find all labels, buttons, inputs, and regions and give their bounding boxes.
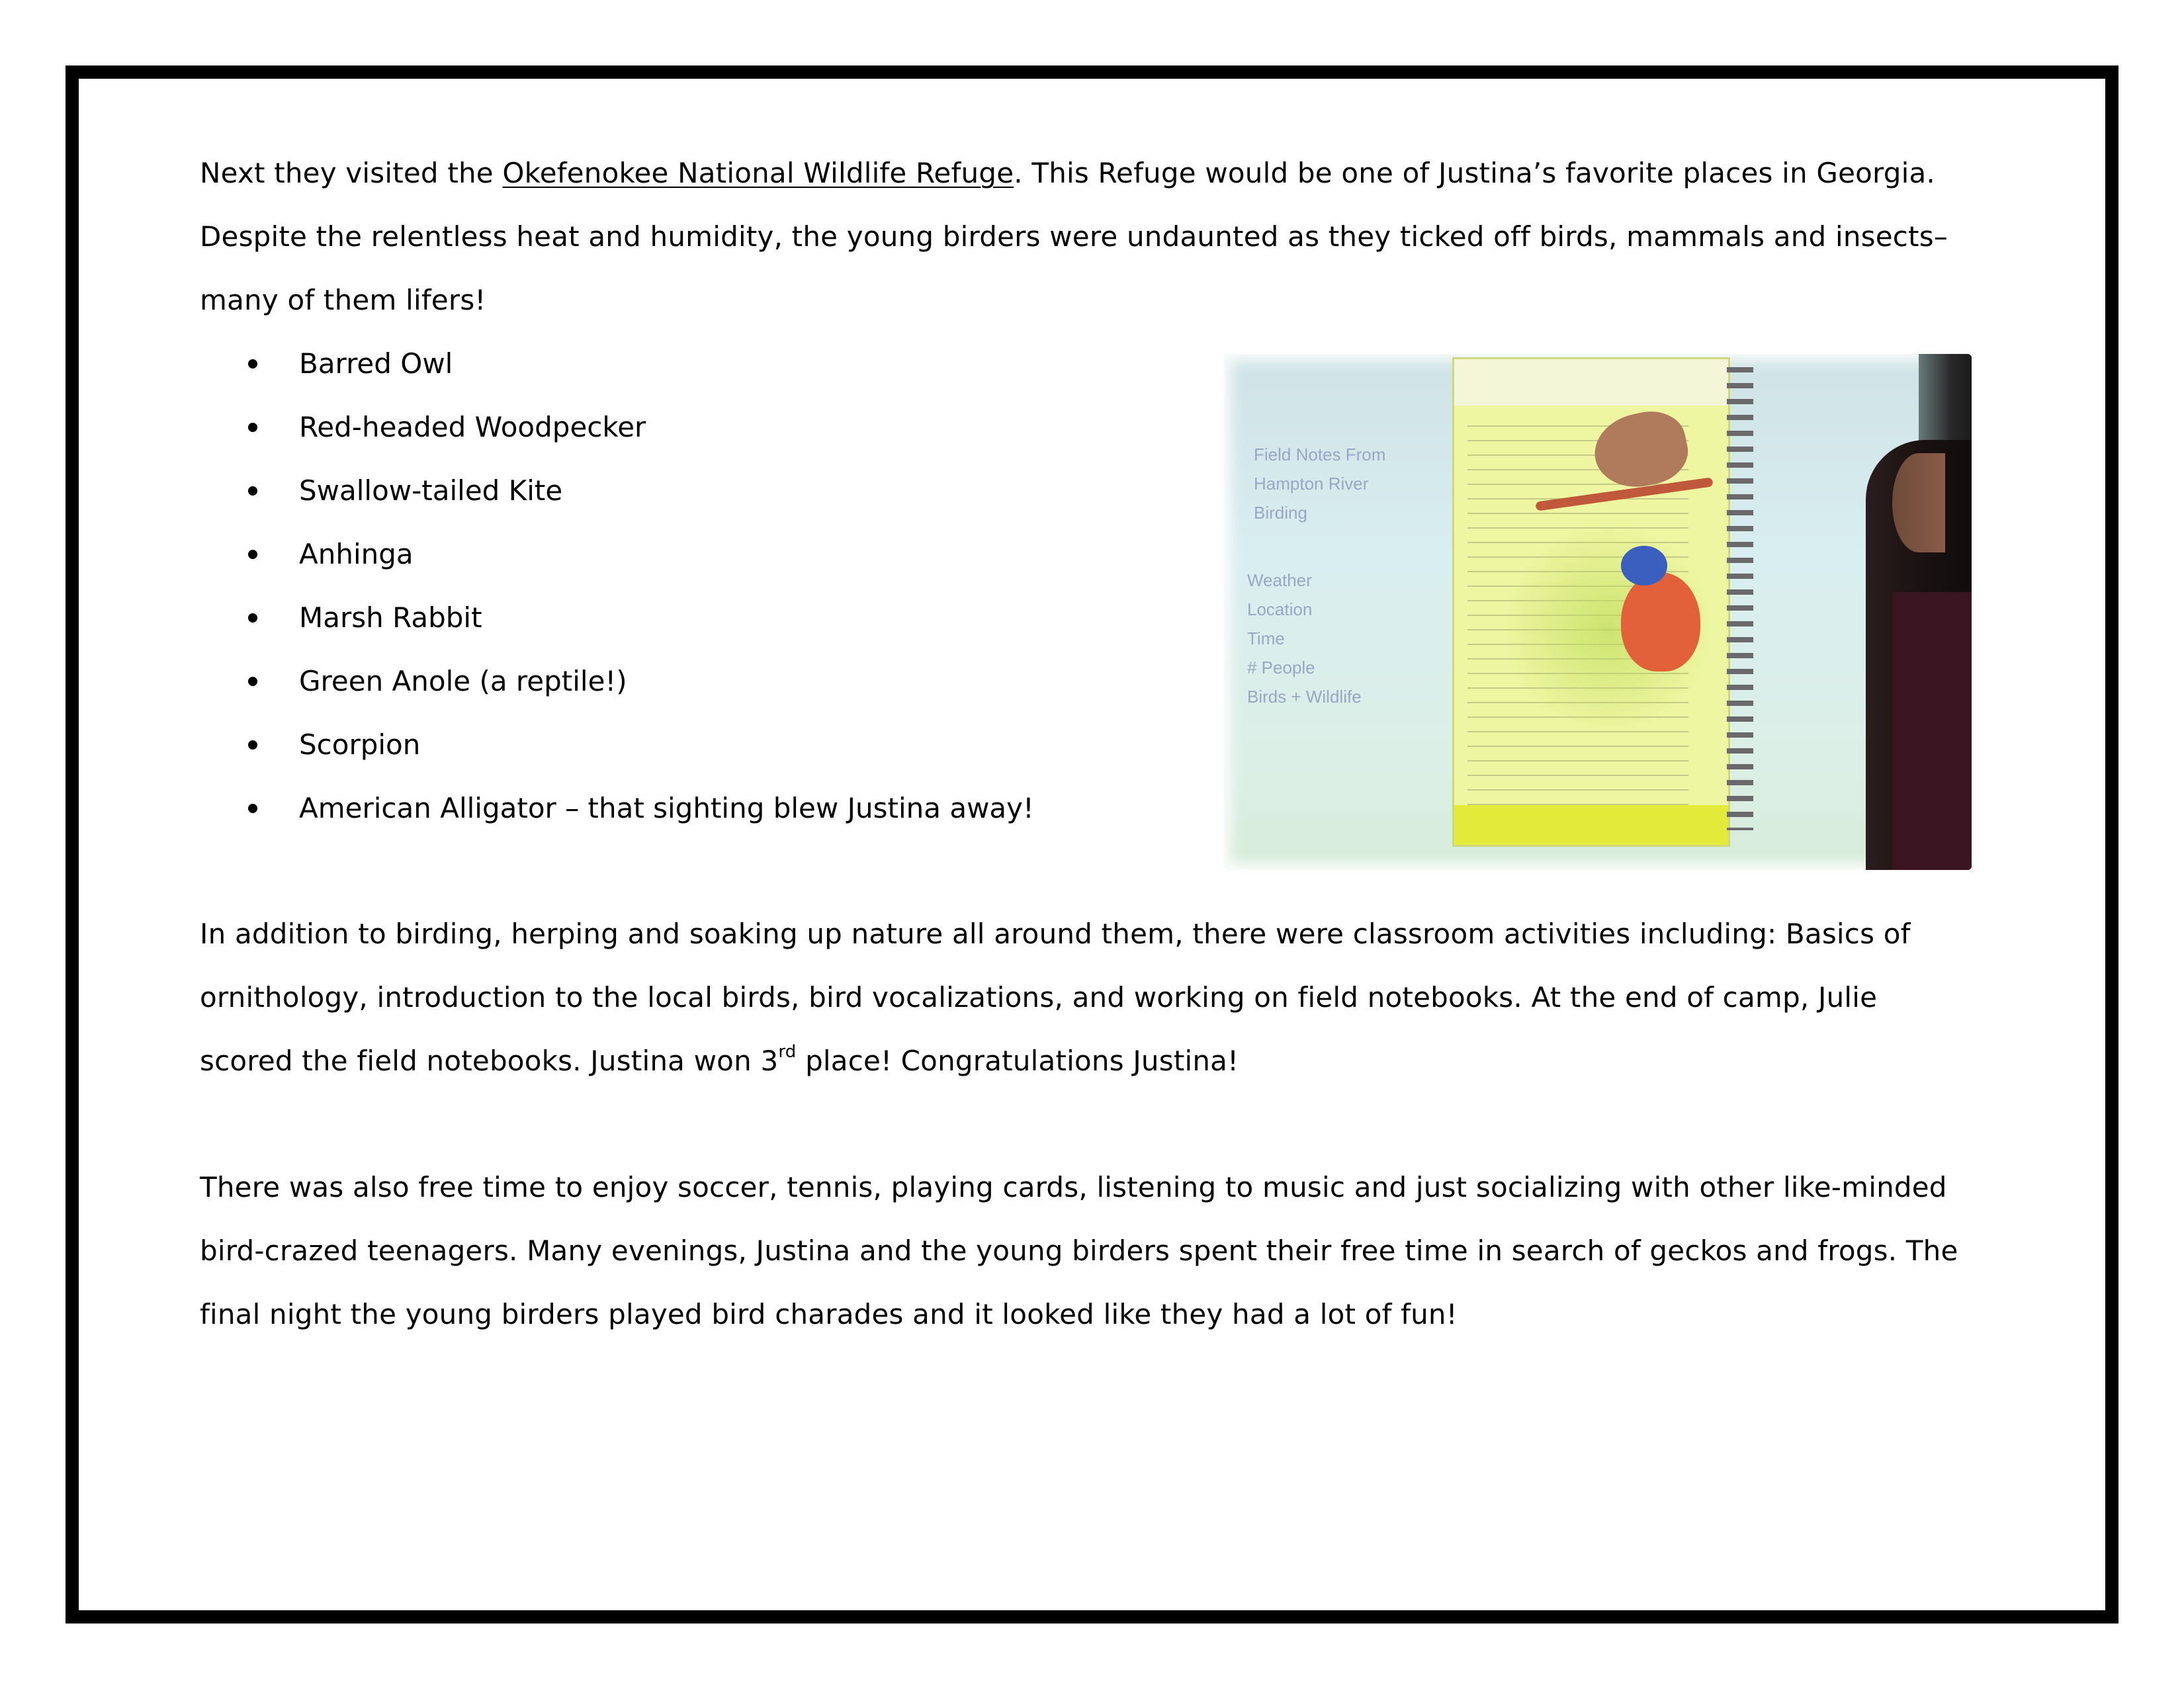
bullet-icon xyxy=(248,613,257,623)
slide-list-item: Birds + Wildlife xyxy=(1247,687,1362,707)
bullet-icon xyxy=(248,423,257,432)
presenter-face xyxy=(1892,453,1945,552)
list-item xyxy=(200,523,1192,586)
list-item xyxy=(200,332,1192,396)
slide-list-item: # People xyxy=(1247,658,1315,677)
list-item-label: Barred Owl xyxy=(299,347,453,380)
list-item-label: American Alligator – that sighting blew Justina away! xyxy=(299,792,1034,824)
paragraph-text: scored the field notebooks. Justina won 3 xyxy=(200,1045,779,1077)
list-item-label: Green Anole (a reptile!) xyxy=(299,665,627,697)
bullet-icon xyxy=(248,550,257,559)
paragraph-text: There was also free time to enjoy soccer, tennis, playing cards, listening to music and just socializing with other like-minded xyxy=(200,1171,1947,1203)
paragraph-okefenokee xyxy=(200,142,2026,332)
field-notes-photo xyxy=(1224,354,1972,870)
paragraph-text: ornithology, introduction to the local birds, bird vocalizations, and working on field notebooks. At the end of camp, Julie xyxy=(200,981,1878,1014)
bunting-illustration xyxy=(1621,572,1700,671)
list-item xyxy=(200,459,1192,523)
slide-list-item: Weather xyxy=(1247,570,1312,590)
paragraph-text: many of them lifers! xyxy=(200,284,486,316)
paragraph-text: Despite the relentless heat and humidity, the young birders were undaunted as they ticked off birds, mammals and insects– xyxy=(200,220,1948,253)
list-item xyxy=(200,713,1192,777)
notebook-spiral xyxy=(1727,367,1753,830)
slide-list-item: Location xyxy=(1247,599,1313,619)
bullet-icon xyxy=(248,740,257,750)
slide-list-item: Time xyxy=(1247,628,1285,648)
list-item xyxy=(200,777,1192,840)
bullet-icon xyxy=(248,804,257,813)
list-item-label: Anhinga xyxy=(299,538,414,570)
paragraph-text: bird-crazed teenagers. Many evenings, Justina and the young birders spent their free time in search of geckos and frogs. The xyxy=(200,1234,1958,1267)
list-item-label: Red-headed Woodpecker xyxy=(299,411,646,443)
list-item xyxy=(200,650,1192,713)
paragraph-text: Next they visited the xyxy=(200,157,503,189)
sightings-list xyxy=(200,332,1192,840)
paragraph-text: In addition to birding, herping and soaking up nature all around them, there were classroom activities including: Basics of xyxy=(200,918,1911,950)
paragraph-text: final night the young birders played bird charades and it looked like they had a lot of fun! xyxy=(200,1298,1458,1330)
notebook-footer xyxy=(1454,805,1728,845)
bullet-icon xyxy=(248,677,257,686)
paragraph-text: . This Refuge would be one of Justina’s favorite places in Georgia. xyxy=(1014,157,1935,189)
list-item-label: Marsh Rabbit xyxy=(299,601,482,634)
slide-list xyxy=(1247,566,1419,711)
refuge-link[interactable]: Okefenokee National Wildlife Refuge xyxy=(502,157,1014,189)
bullet-icon xyxy=(248,486,257,496)
ordinal-suffix: rd xyxy=(778,1042,797,1062)
list-item-label: Scorpion xyxy=(299,728,421,761)
list-item-label: Swallow-tailed Kite xyxy=(299,474,563,507)
slide-title: Field Notes From Hampton River Birding xyxy=(1254,445,1386,523)
paragraph-free-time xyxy=(200,1156,2026,1346)
notebook-header xyxy=(1454,359,1728,406)
presenter-shirt xyxy=(1892,592,1972,870)
list-item xyxy=(200,396,1192,459)
paragraph-classroom xyxy=(200,902,2026,1093)
list-item xyxy=(200,586,1192,650)
bunting-head-illustration xyxy=(1621,546,1667,585)
bullet-icon xyxy=(248,359,257,368)
paragraph-text: place! Congratulations Justina! xyxy=(796,1045,1239,1077)
